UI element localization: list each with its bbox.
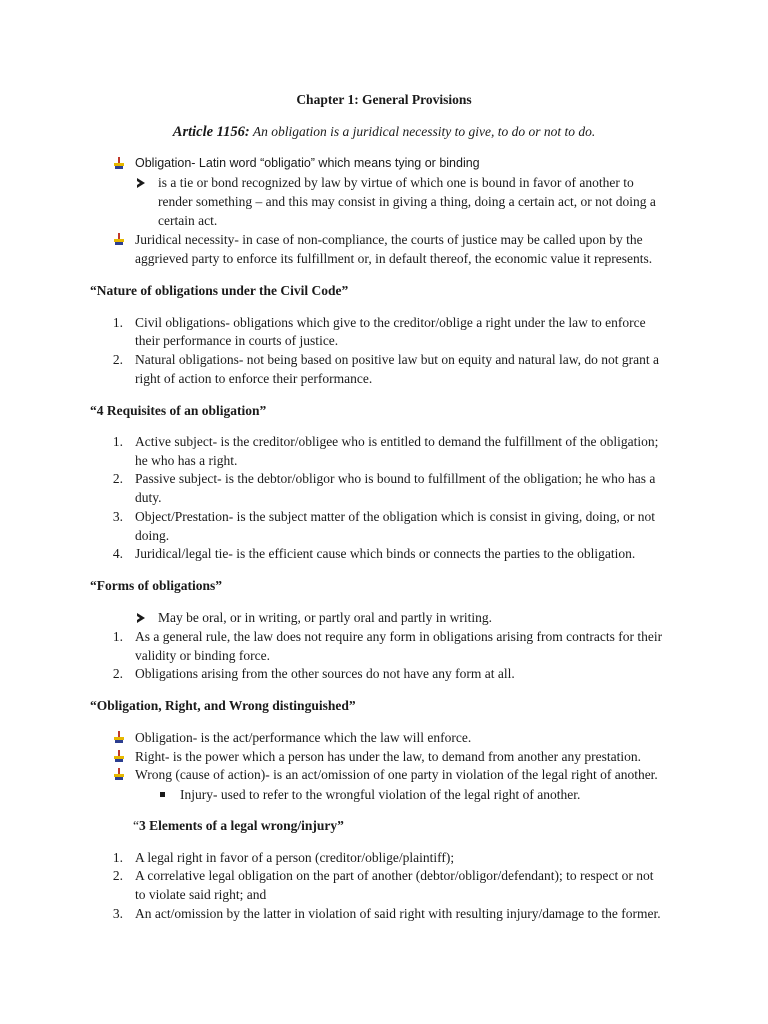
heading-open-quote: “ bbox=[133, 818, 139, 833]
section-heading: “Obligation, Right, and Wrong distinguished” bbox=[90, 698, 356, 713]
juridical-line: aggrieved party to enforce its fulfillment or, in default thereof, the economic value it represents. bbox=[135, 251, 653, 266]
arrow-bullet-icon bbox=[137, 613, 145, 623]
obligation-sub-line: certain act. bbox=[158, 213, 218, 228]
pin-bullet-icon bbox=[113, 157, 125, 170]
list-number: 3. bbox=[112, 906, 123, 921]
page-title: Chapter 1: General Provisions bbox=[296, 92, 472, 107]
list-number: 2. bbox=[112, 868, 123, 883]
list-item-line: As a general rule, the law does not require any form in obligations arising from contracts for their bbox=[135, 629, 663, 644]
bullet-item: Obligation- is the act/performance which the law will enforce. bbox=[135, 730, 472, 745]
list-item-line: Passive subject- is the debtor/obligor who is bound to fulfillment of the obligation; he who has a bbox=[135, 471, 656, 486]
obligation-definition: Obligation- Latin word “obligatio” which means tying or binding bbox=[135, 156, 480, 170]
arrow-bullet-icon bbox=[137, 178, 145, 188]
obligation-sub-line: is a tie or bond recognized by law by virtue of which one is bound in favor of another to bbox=[158, 175, 634, 190]
section-heading: “Nature of obligations under the Civil Code” bbox=[90, 283, 349, 298]
list-item-line: An act/omission by the latter in violation of said right with resulting injury/damage to the former. bbox=[135, 906, 661, 921]
bullet-item: Right- is the power which a person has under the law, to demand from another any prestation. bbox=[135, 749, 641, 764]
article-label: Article 1156: bbox=[172, 124, 250, 140]
article-line bbox=[0, 124, 768, 141]
list-item-line: Object/Prestation- is the subject matter of the obligation which is consist in giving, doing, or not bbox=[135, 509, 656, 524]
pin-bullet-icon bbox=[113, 768, 125, 781]
list-item-line: their performance in courts of justice. bbox=[135, 333, 339, 348]
list-item-line: he who has a right. bbox=[135, 453, 238, 468]
list-item-line: A legal right in favor of a person (creditor/oblige/plaintiff); bbox=[135, 850, 455, 865]
pin-bullet-icon bbox=[113, 750, 125, 763]
list-item-line: right of action to enforce their performance. bbox=[135, 371, 373, 386]
square-bullet-icon bbox=[160, 792, 165, 797]
bullet-item: Wrong (cause of action)- is an act/omission of one party in violation of the legal right of another. bbox=[135, 767, 658, 782]
section-heading bbox=[133, 818, 344, 834]
section-heading: “Forms of obligations” bbox=[90, 578, 223, 593]
list-item-line: Juridical/legal tie- is the efficient cause which binds or connects the parties to the obligation. bbox=[135, 546, 636, 561]
list-number: 1. bbox=[112, 315, 123, 330]
list-number: 1. bbox=[112, 629, 123, 644]
list-number: 1. bbox=[112, 434, 123, 449]
list-item-line: Civil obligations- obligations which give to the creditor/oblige a right under the law to enforce bbox=[135, 315, 646, 330]
list-item-line: Obligations arising from the other sources do not have any form at all. bbox=[135, 666, 515, 681]
pin-bullet-icon bbox=[113, 233, 125, 246]
arrow-item: May be oral, or in writing, or partly oral and partly in writing. bbox=[158, 610, 493, 625]
section-heading: “4 Requisites of an obligation” bbox=[90, 403, 267, 418]
article-text: An obligation is a juridical necessity to give, to do or not to do. bbox=[252, 124, 596, 139]
list-item-line: Active subject- is the creditor/obligee who is entitled to demand the fulfillment of the obligation; bbox=[135, 434, 659, 449]
list-number: 2. bbox=[112, 666, 123, 681]
list-item-line: to violate said right; and bbox=[135, 887, 267, 902]
list-number: 3. bbox=[112, 509, 123, 524]
pin-bullet-icon bbox=[113, 731, 125, 744]
list-item-line: Natural obligations- not being based on positive law but on equity and natural law, do not grant a bbox=[135, 352, 660, 367]
list-item-line: validity or binding force. bbox=[135, 648, 270, 663]
list-number: 1. bbox=[112, 850, 123, 865]
list-item-line: duty. bbox=[135, 490, 162, 505]
obligation-sub-line: render something – and this may consist in giving a thing, doing a certain act, or not doing a bbox=[158, 194, 656, 209]
list-number: 2. bbox=[112, 471, 123, 486]
list-item-line: A correlative legal obligation on the part of another (debtor/obligor/defendant); to respect or not bbox=[135, 868, 654, 883]
heading-text: 3 Elements of a legal wrong/injury” bbox=[139, 818, 344, 833]
list-number: 4. bbox=[112, 546, 123, 561]
sub-bullet-item: Injury- used to refer to the wrongful violation of the legal right of another. bbox=[180, 787, 581, 802]
list-number: 2. bbox=[112, 352, 123, 367]
list-item-line: doing. bbox=[135, 528, 170, 543]
juridical-line: Juridical necessity- in case of non-compliance, the courts of justice may be called upon by the bbox=[135, 232, 643, 247]
